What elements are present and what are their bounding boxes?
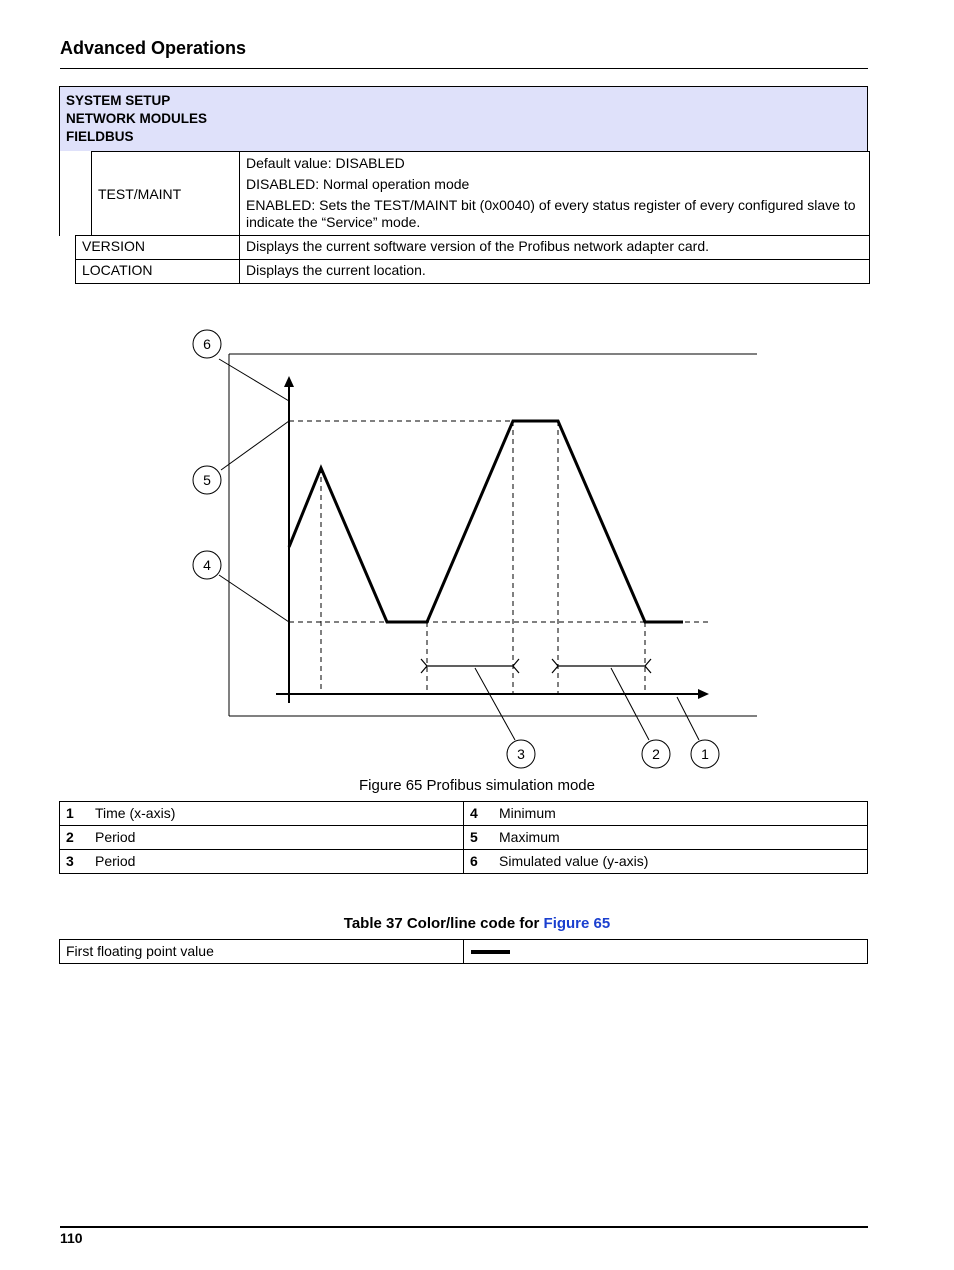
profibus-simulation-diagram [185,325,765,775]
legend-cell [463,849,868,874]
legend-text: Period [95,829,136,845]
legend-cell [463,825,868,850]
menu-path-header [59,86,868,152]
table-title [0,915,954,932]
legend-number: 5 [470,829,478,845]
figure-65-link[interactable]: Figure 65 [543,915,611,932]
legend-number: 6 [470,853,478,869]
callout-3-label: 3 [517,746,525,762]
legend-cell [463,801,868,826]
option-description-version [239,235,870,260]
legend-cell [59,849,464,874]
legend-text: Minimum [499,805,556,821]
description-line: Default value: DISABLED [246,155,405,171]
callout-2-label: 2 [652,746,660,762]
legend-number: 2 [66,829,74,845]
period-3-left-arrow-icon [421,659,427,673]
legend-number: 1 [66,805,74,821]
indent-cell [59,151,92,236]
line-code-label: First floating point value [66,943,214,959]
callout-6-label: 6 [203,336,211,352]
leader-2 [611,668,649,740]
option-name-label: VERSION [82,238,146,254]
callout-4-label: 4 [203,557,211,573]
footer-divider [60,1226,868,1228]
menu-path-level-2: NETWORK MODULES [66,111,207,126]
option-name-label: TEST/MAINT [98,185,182,202]
period-2-right-arrow-icon [645,659,651,673]
description-line: DISABLED: Normal operation mode [246,176,470,192]
option-description-location [239,259,870,284]
section-title: Advanced Operations [60,38,247,58]
callout-5-label: 5 [203,472,211,488]
legend-number: 3 [66,853,74,869]
table-title-prefix: Table 37 Color/line code for [343,915,544,932]
line-code-sample-cell [463,939,868,964]
legend-text: Period [95,853,136,869]
page-number: 110 [60,1230,83,1246]
simulated-signal-line [289,421,683,622]
y-axis-arrow-icon [284,376,294,387]
option-name-label: LOCATION [82,262,153,278]
period-3-right-arrow-icon [513,659,519,673]
description-text: Displays the current location. [246,262,426,278]
figure-caption: Figure 65 Profibus simulation mode [359,777,595,794]
description-text: Displays the current software version of the Profibus network adapter card. [246,238,709,254]
option-name-test-maint [91,151,240,236]
period-2-left-arrow-icon [552,659,558,673]
header-divider [60,68,868,69]
line-code-sample [471,950,510,954]
legend-text: Time (x-axis) [95,805,176,821]
menu-path-level-3: FIELDBUS [66,129,134,144]
legend-number: 4 [470,805,478,821]
callout-1-label: 1 [701,746,709,762]
option-description-test-maint [239,151,870,236]
leader-5 [221,421,289,470]
description-line: ENABLED: Sets the TEST/MAINT bit (0x0040) of every status register of every configured slave to indicate the “Service” mode. [246,197,856,230]
leader-1 [677,697,699,740]
x-axis-arrow-icon [698,689,709,699]
menu-path-level-1: SYSTEM SETUP [66,93,171,108]
legend-cell [59,801,464,826]
option-name-version [75,235,240,260]
leader-3 [475,668,515,740]
legend-text: Maximum [499,829,560,845]
legend-text: Simulated value (y-axis) [499,853,649,869]
line-code-label-cell [59,939,464,964]
option-name-location [75,259,240,284]
legend-cell [59,825,464,850]
